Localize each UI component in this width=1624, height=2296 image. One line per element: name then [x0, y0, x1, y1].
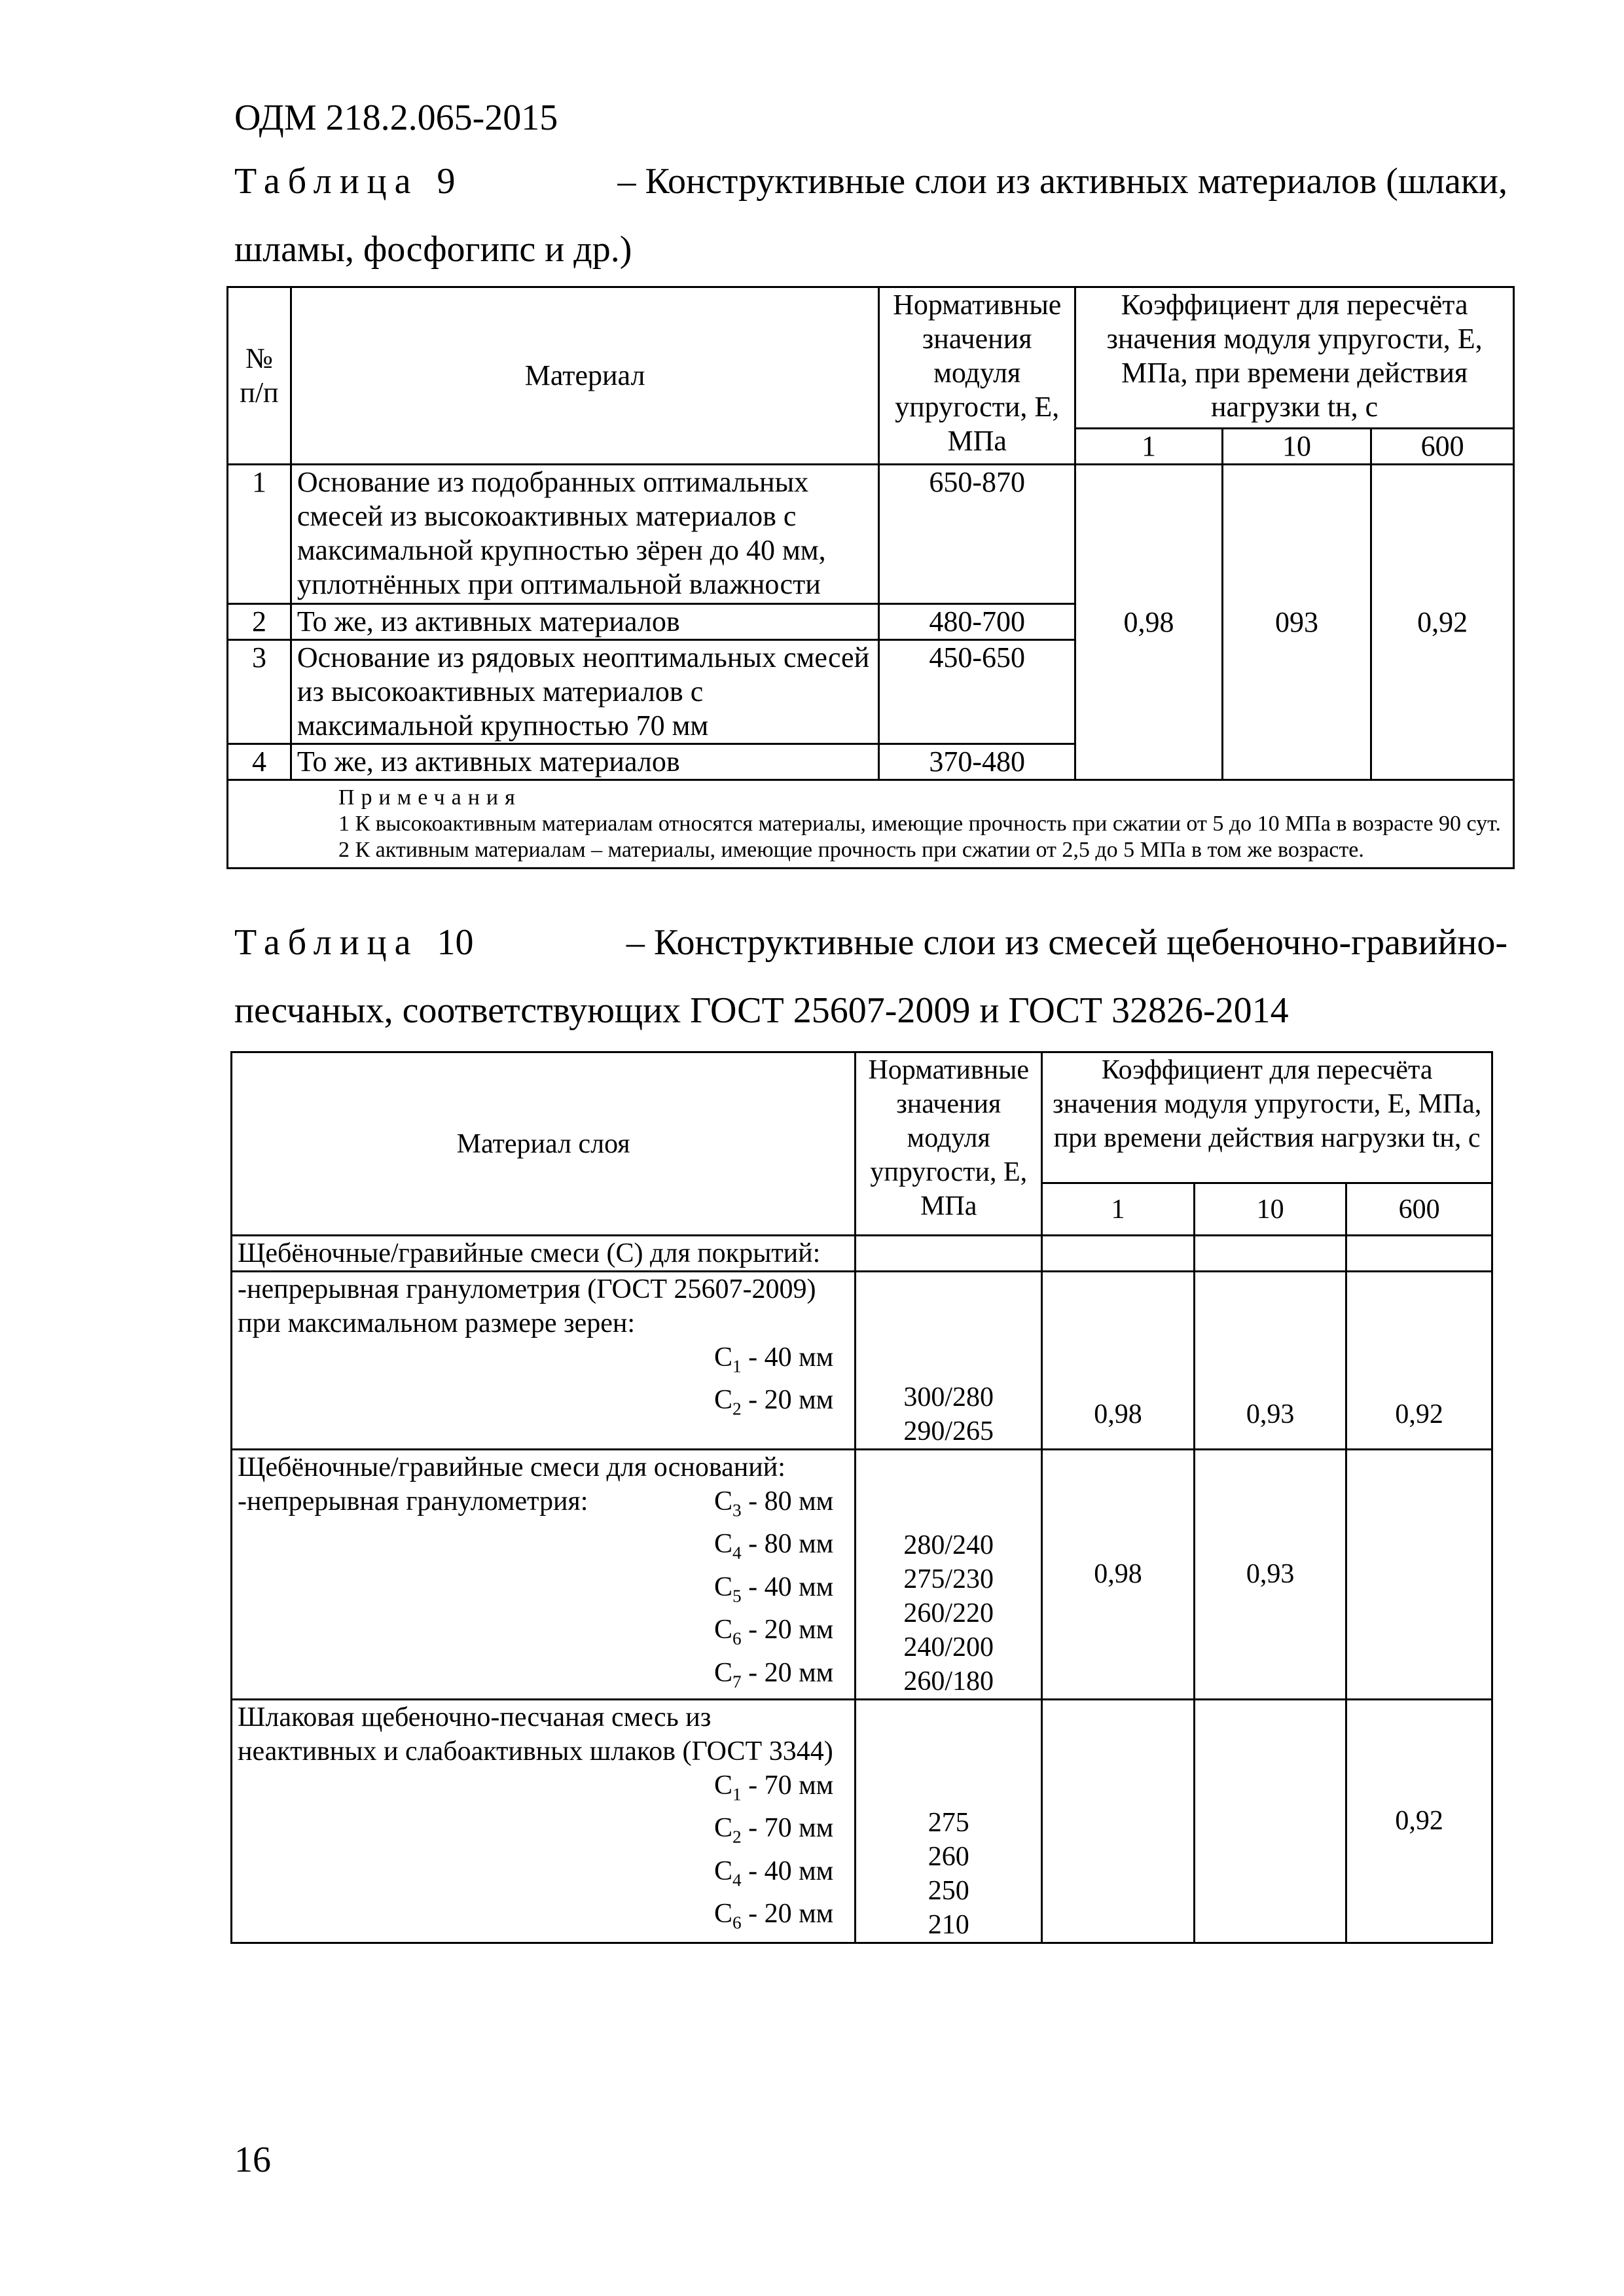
modulus-value: 280/240 — [903, 1530, 994, 1560]
note-2: 2 К активным материалам – материалы, имеющие прочность при сжатии от 2,5 до 5 МПа в том же возрасте. — [338, 838, 1364, 862]
table9-caption-num: 9 — [437, 161, 456, 202]
size-item: $С_4 - 40$ мм — [713, 1856, 834, 1890]
table10-caption-num: 10 — [437, 922, 474, 963]
table10-caption-line1: – Конструктивные слои из смесей щебеночно-гравийно- — [626, 922, 1507, 963]
row-material: То же, из активных материалов — [291, 744, 878, 780]
modulus-value: 300/280 — [903, 1382, 994, 1412]
table10 — [230, 1051, 1493, 1944]
section3-title: Шлаковая щебеночно-песчаная смесь из неактивных и слабоактивных шлаков (ГОСТ 3344) — [238, 1702, 833, 1767]
row-number: 3 — [228, 640, 291, 744]
col-num-header: № п/п — [228, 287, 291, 465]
size-item: $С_1 - 40$ мм — [713, 1342, 834, 1376]
col-t3-header: 600 — [1346, 1183, 1492, 1236]
modulus-value: 290/265 — [903, 1416, 994, 1446]
size-line — [238, 1484, 849, 1527]
row-material: То же, из активных материалов — [291, 604, 878, 640]
col-modulus-header: Нормативные значения модуля упругости, E, МПа — [879, 287, 1075, 465]
section2-modulus — [856, 1450, 1042, 1700]
modulus-value: 260/180 — [903, 1666, 994, 1696]
row-modulus: 650-870 — [879, 465, 1075, 604]
table-row — [228, 465, 1514, 604]
modulus-value: 250 — [928, 1875, 969, 1906]
table-row — [232, 1272, 1492, 1450]
col-t2-header: 10 — [1222, 429, 1371, 465]
table-notes — [228, 780, 1514, 869]
table10-caption-word: Таблица — [234, 922, 419, 963]
row-material: Основание из подобранных оптимальных смесей из высокоактивных материалов с максимальной крупностью зёрен до 40 мм, уплотнённых при оптимальной влажности — [291, 465, 878, 604]
size-item: $С_6 - 20$ мм — [713, 1615, 834, 1649]
row-modulus: 480-700 — [879, 604, 1075, 640]
col-t2-header: 10 — [1194, 1183, 1346, 1236]
col-modulus-header: Нормативные значения модуля упругости, E, МПа — [856, 1052, 1042, 1236]
coef-t1-empty — [1042, 1699, 1195, 1943]
size-item: $С_2 - 70$ мм — [713, 1813, 834, 1847]
document-code: ОДМ 218.2.065-2015 — [234, 98, 558, 138]
coef-t10: 0,93 — [1194, 1450, 1346, 1700]
coef-t600: 0,92 — [1346, 1272, 1492, 1450]
table9-caption — [234, 147, 1507, 283]
row-number: 1 — [228, 465, 291, 604]
table9-caption-line1: – Конструктивные слои из активных материалов (шлаки, — [617, 161, 1507, 202]
page-number: 16 — [234, 2140, 271, 2180]
table10-caption — [234, 908, 1507, 1045]
modulus-value: 240/200 — [903, 1632, 994, 1662]
coef-t600: 0,92 — [1371, 465, 1514, 780]
section1-title: Щебёночные/гравийные смеси (С) для покрытий: — [232, 1236, 856, 1272]
size-item: $С_5 - 40$ мм — [713, 1571, 834, 1606]
col-t1-header: 1 — [1042, 1183, 1195, 1236]
col-t3-header: 600 — [1371, 429, 1514, 465]
col-t1-header: 1 — [1075, 429, 1223, 465]
size-item: $С_6 - 20$ мм — [713, 1899, 834, 1933]
table-row — [232, 1699, 1492, 1943]
section-title-row — [232, 1236, 1492, 1272]
size-item: $С_3 - 80$ мм — [713, 1486, 834, 1520]
coef-t10: 0,93 — [1194, 1272, 1346, 1450]
size-item: $С_7 - 20$ мм — [713, 1657, 834, 1691]
modulus-value: 275 — [928, 1807, 969, 1838]
section2-material — [232, 1450, 856, 1700]
coef-t1: 0,98 — [1042, 1272, 1195, 1450]
col-material-header: Материал слоя — [232, 1052, 856, 1236]
col-coef-header: Коэффициент для пересчёта значения модуля упругости, E, МПа, при времени действия нагрузки tн, с — [1042, 1052, 1492, 1183]
section3-material — [232, 1699, 856, 1943]
col-material-header: Материал — [291, 287, 878, 465]
coef-t10-empty — [1194, 1699, 1346, 1943]
coef-t1: 0,98 — [1075, 465, 1223, 780]
coef-t600: 0,92 — [1346, 1699, 1492, 1943]
size-item: $С_4 - 80$ мм — [713, 1529, 834, 1563]
table-notes-row — [228, 780, 1514, 869]
row-modulus: 370-480 — [879, 744, 1075, 780]
section2-desc: -непрерывная гранулометрия: — [238, 1486, 588, 1516]
section3-modulus — [856, 1699, 1042, 1943]
size-item: $С_2 - 20$ мм — [713, 1385, 834, 1419]
section1-material — [232, 1272, 856, 1450]
section1-modulus — [856, 1272, 1042, 1450]
row-material: Основание из рядовых неоптимальных смесей из высокоактивных материалов с максимальной крупностью 70 мм — [291, 640, 878, 744]
section2-title: Щебёночные/гравийные смеси для оснований: — [238, 1452, 785, 1482]
notes-title: Примечания — [338, 785, 522, 810]
coef-t600-empty — [1346, 1450, 1492, 1700]
row-number: 4 — [228, 744, 291, 780]
table10-caption-line2: песчаных, соответствующих ГОСТ 25607-2009 и ГОСТ 32826-2014 — [234, 990, 1289, 1031]
table-row — [232, 1450, 1492, 1700]
coef-t10: 093 — [1222, 465, 1371, 780]
table9-caption-word: Таблица — [234, 161, 419, 202]
section1-desc: -непрерывная гранулометрия (ГОСТ 25607-2009) при максимальном размере зерен: — [238, 1274, 816, 1338]
size-item: $С_1 - 70$ мм — [713, 1770, 834, 1804]
modulus-value: 260/220 — [903, 1598, 994, 1628]
table9-caption-line2: шламы, фосфогипс и др.) — [234, 229, 632, 270]
row-number: 2 — [228, 604, 291, 640]
note-1: 1 К высокоактивным материалам относятся материалы, имеющие прочность при сжатии от 5 до 10 МПа в возрасте 90 сут. — [338, 812, 1501, 836]
modulus-value: 210 — [928, 1909, 969, 1940]
row-modulus: 450-650 — [879, 640, 1075, 744]
col-coef-header: Коэффициент для пересчёта значения модуля упругости, E, МПа, при времени действия нагрузки tн, с — [1075, 287, 1514, 429]
modulus-value: 260 — [928, 1841, 969, 1872]
coef-t1: 0,98 — [1042, 1450, 1195, 1700]
modulus-value: 275/230 — [903, 1564, 994, 1594]
table9 — [226, 286, 1515, 869]
